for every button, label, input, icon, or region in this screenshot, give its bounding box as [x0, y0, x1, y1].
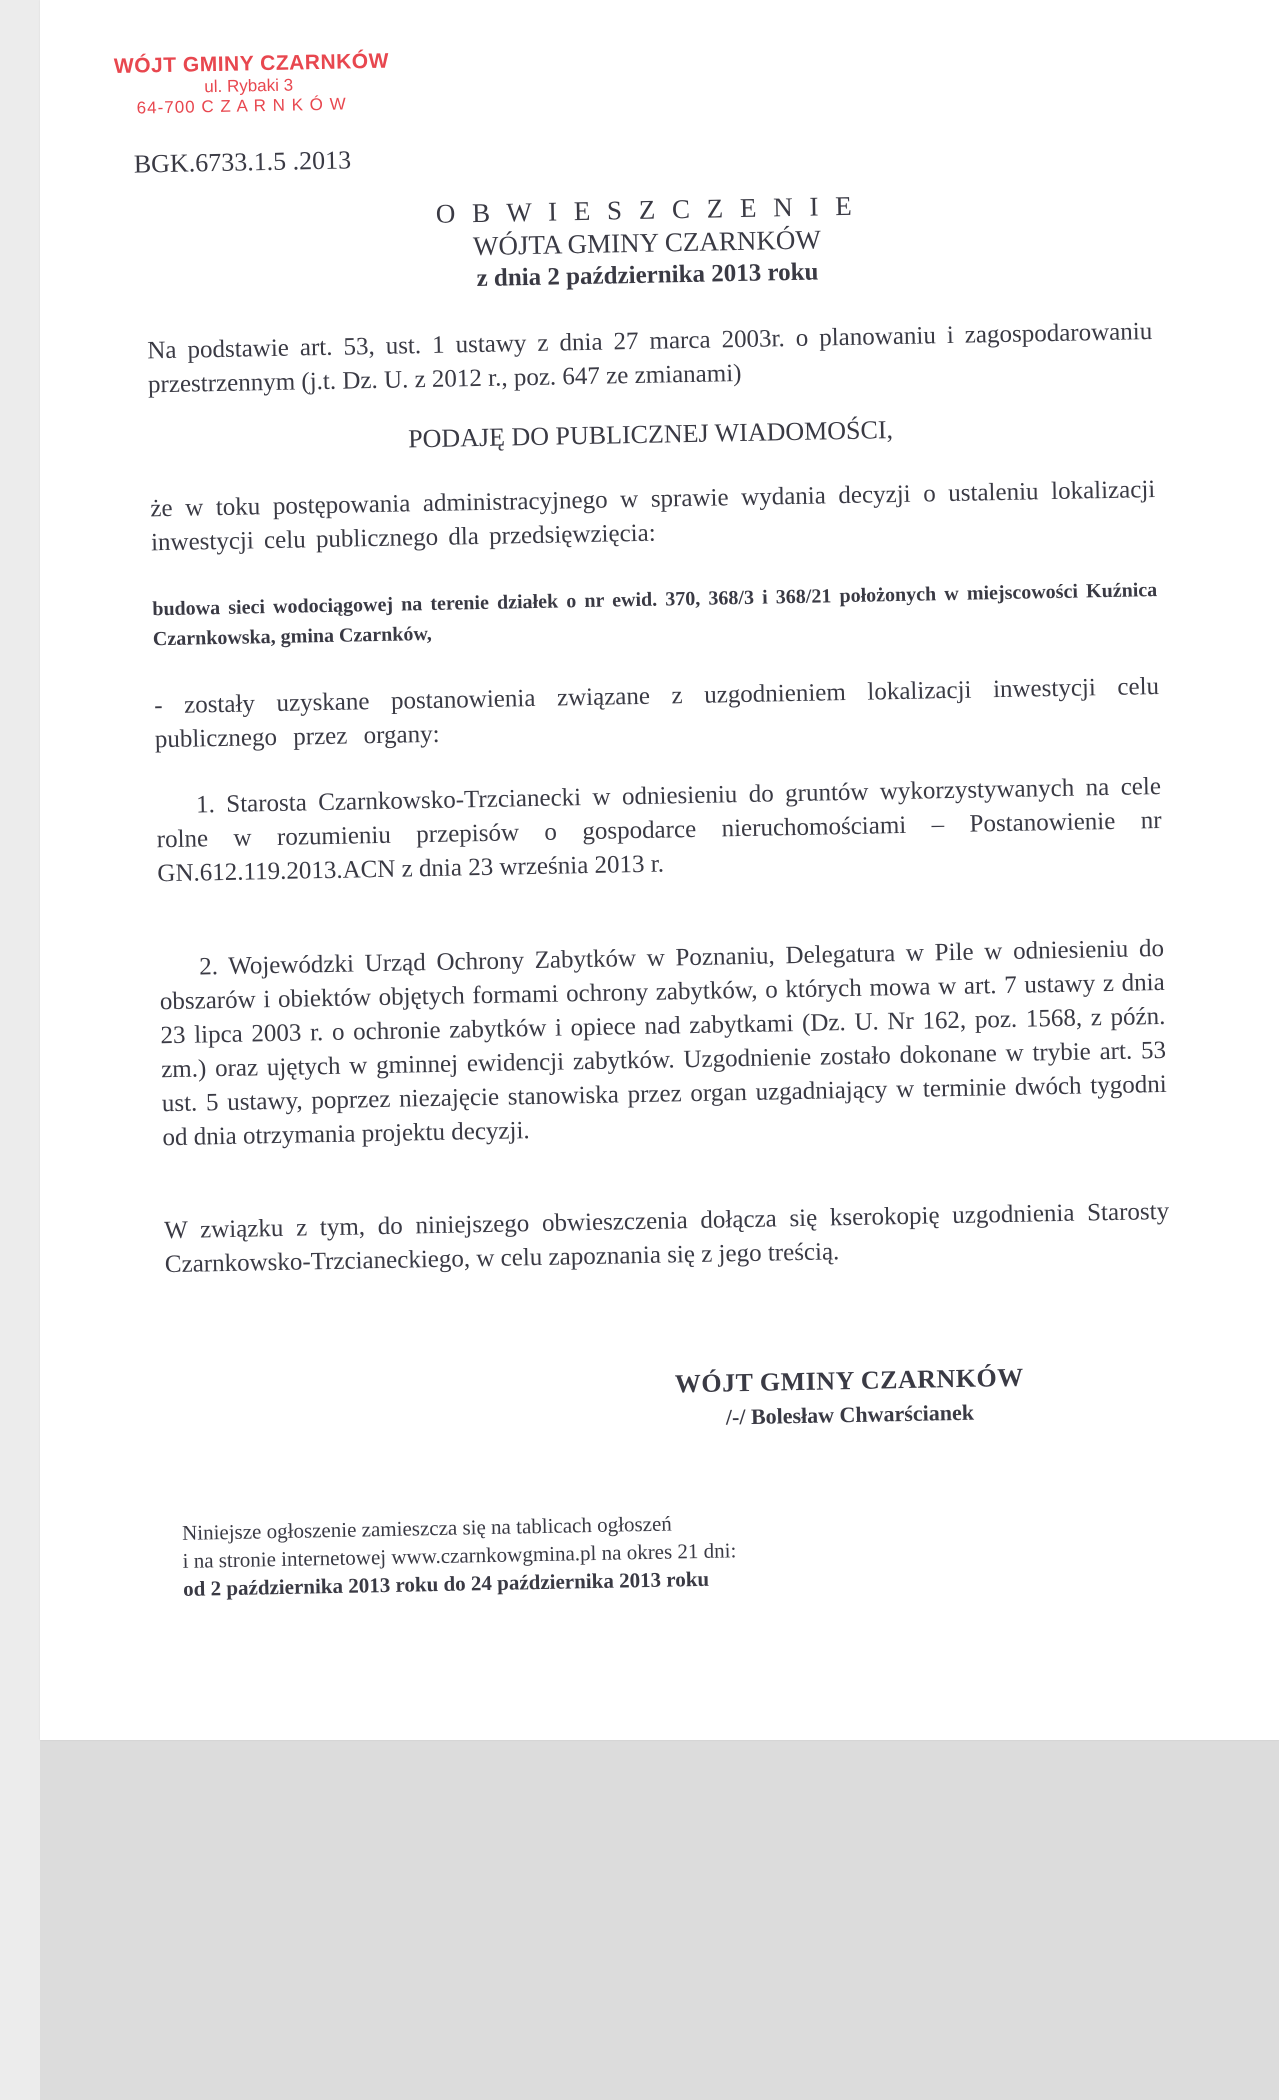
publication-period: od 2 października 2013 roku do 24 października 2013 roku [182, 1566, 710, 1601]
context-paragraph: że w toku postępowania administracyjnego w sprawie wydania decyzji o ustaleniu lokalizacji inwestycji celu publicznego dla przedsięwzięcia: [150, 476, 1156, 557]
stamp-line-street: ul. Rybaki 3 [204, 75, 294, 97]
signature-block [659, 1362, 1040, 1431]
publication-note-line: i na stronie internetowej www.czarnkowgmina.pl na okres 21 dni: [182, 1538, 737, 1573]
authority-item: 2. Wojewódzki Urząd Ochrony Zabytków w Poznaniu, Delegatura w Pile w odniesieniu do obszarów i obiektów objętych formami ochrony zabytków, o których mowa w art. 7 ustawy z dnia 23 lipca 2003 r. o ochronie zabytków i opiece nad zabytkami (Dz. U. Nr 162, poz. 1568, z późn. zm.) oraz ujętych w gminnej ewidencji zabytków. Uzgodnienie zostało dokonane w trybie art. 53 ust. 5 ustawy, poprzez niezajęcie stanowiska przez organ uzgadniający w terminie dwóch tygodni od dnia otrzymania projektu decyzji. [159, 934, 1167, 1152]
document-date: z dnia 2 października 2013 roku [476, 258, 819, 293]
project-description: budowa sieci wodociągowej na terenie działek o nr ewid. 370, 368/3 i 368/21 położonych w miejscowości Kuźnica Czarnkowska, gmina Czarnków, [152, 579, 1158, 651]
document-content [23, 0, 1279, 1751]
authority-item: 1. Starosta Czarnkowsko-Trzcianecki w odniesieniu do gruntów wykorzystywanych na cele rolne w rozumieniu przepisów o gospodarce nieruchomościami – Postanowienie nr GN.612.119.2013.ACN z dnia 23 września 2013 r. [156, 772, 1162, 888]
announcement-heading: PODAJĘ DO PUBLICZNEJ WIADOMOŚCI, [407, 415, 894, 454]
obtained-decisions-paragraph: - zostały uzyskane postanowienia związane z uzgodnieniem lokalizacji inwestycji celu publicznego przez organy: [153, 672, 1160, 754]
signature-office: WÓJT GMINY CZARNKÓW [674, 1362, 1024, 1399]
office-stamp [114, 50, 390, 119]
legal-basis-paragraph: Na podstawie art. 53, ust. 1 ustawy z dnia 27 marca 2003r. o planowaniu i zagospodarowaniu przestrzennym (j.t. Dz. U. z 2012 r., poz. 647 ze zmianami) [147, 318, 1153, 399]
document-issuer: WÓJTA GMINY CZARNKÓW [472, 224, 822, 262]
signature-name: /-/ Bolesław Chwarścianek [725, 1399, 975, 1430]
stamp-line-office: WÓJT GMINY CZARNKÓW [113, 49, 390, 78]
publication-note [182, 1508, 737, 1603]
attachment-paragraph: W związku z tym, do niniejszego obwieszczenia dołącza się kserokopię uzgodnienia Starosty Czarnkowsko-Trzcianeckiego, w celu zapoznania się z jego treścią. [164, 1197, 1170, 1279]
document-title: O B W I E S Z C Z E N I E [435, 190, 857, 229]
stamp-line-city: 64-700 C Z A R N K Ó W [136, 94, 347, 118]
reference-number: BGK.6733.1.5 .2013 [133, 145, 352, 179]
publication-note-line: Niniejsze ogłoszenie zamieszcza się na tablicach ogłoszeń [181, 1511, 672, 1545]
document-page [40, 0, 1279, 1740]
